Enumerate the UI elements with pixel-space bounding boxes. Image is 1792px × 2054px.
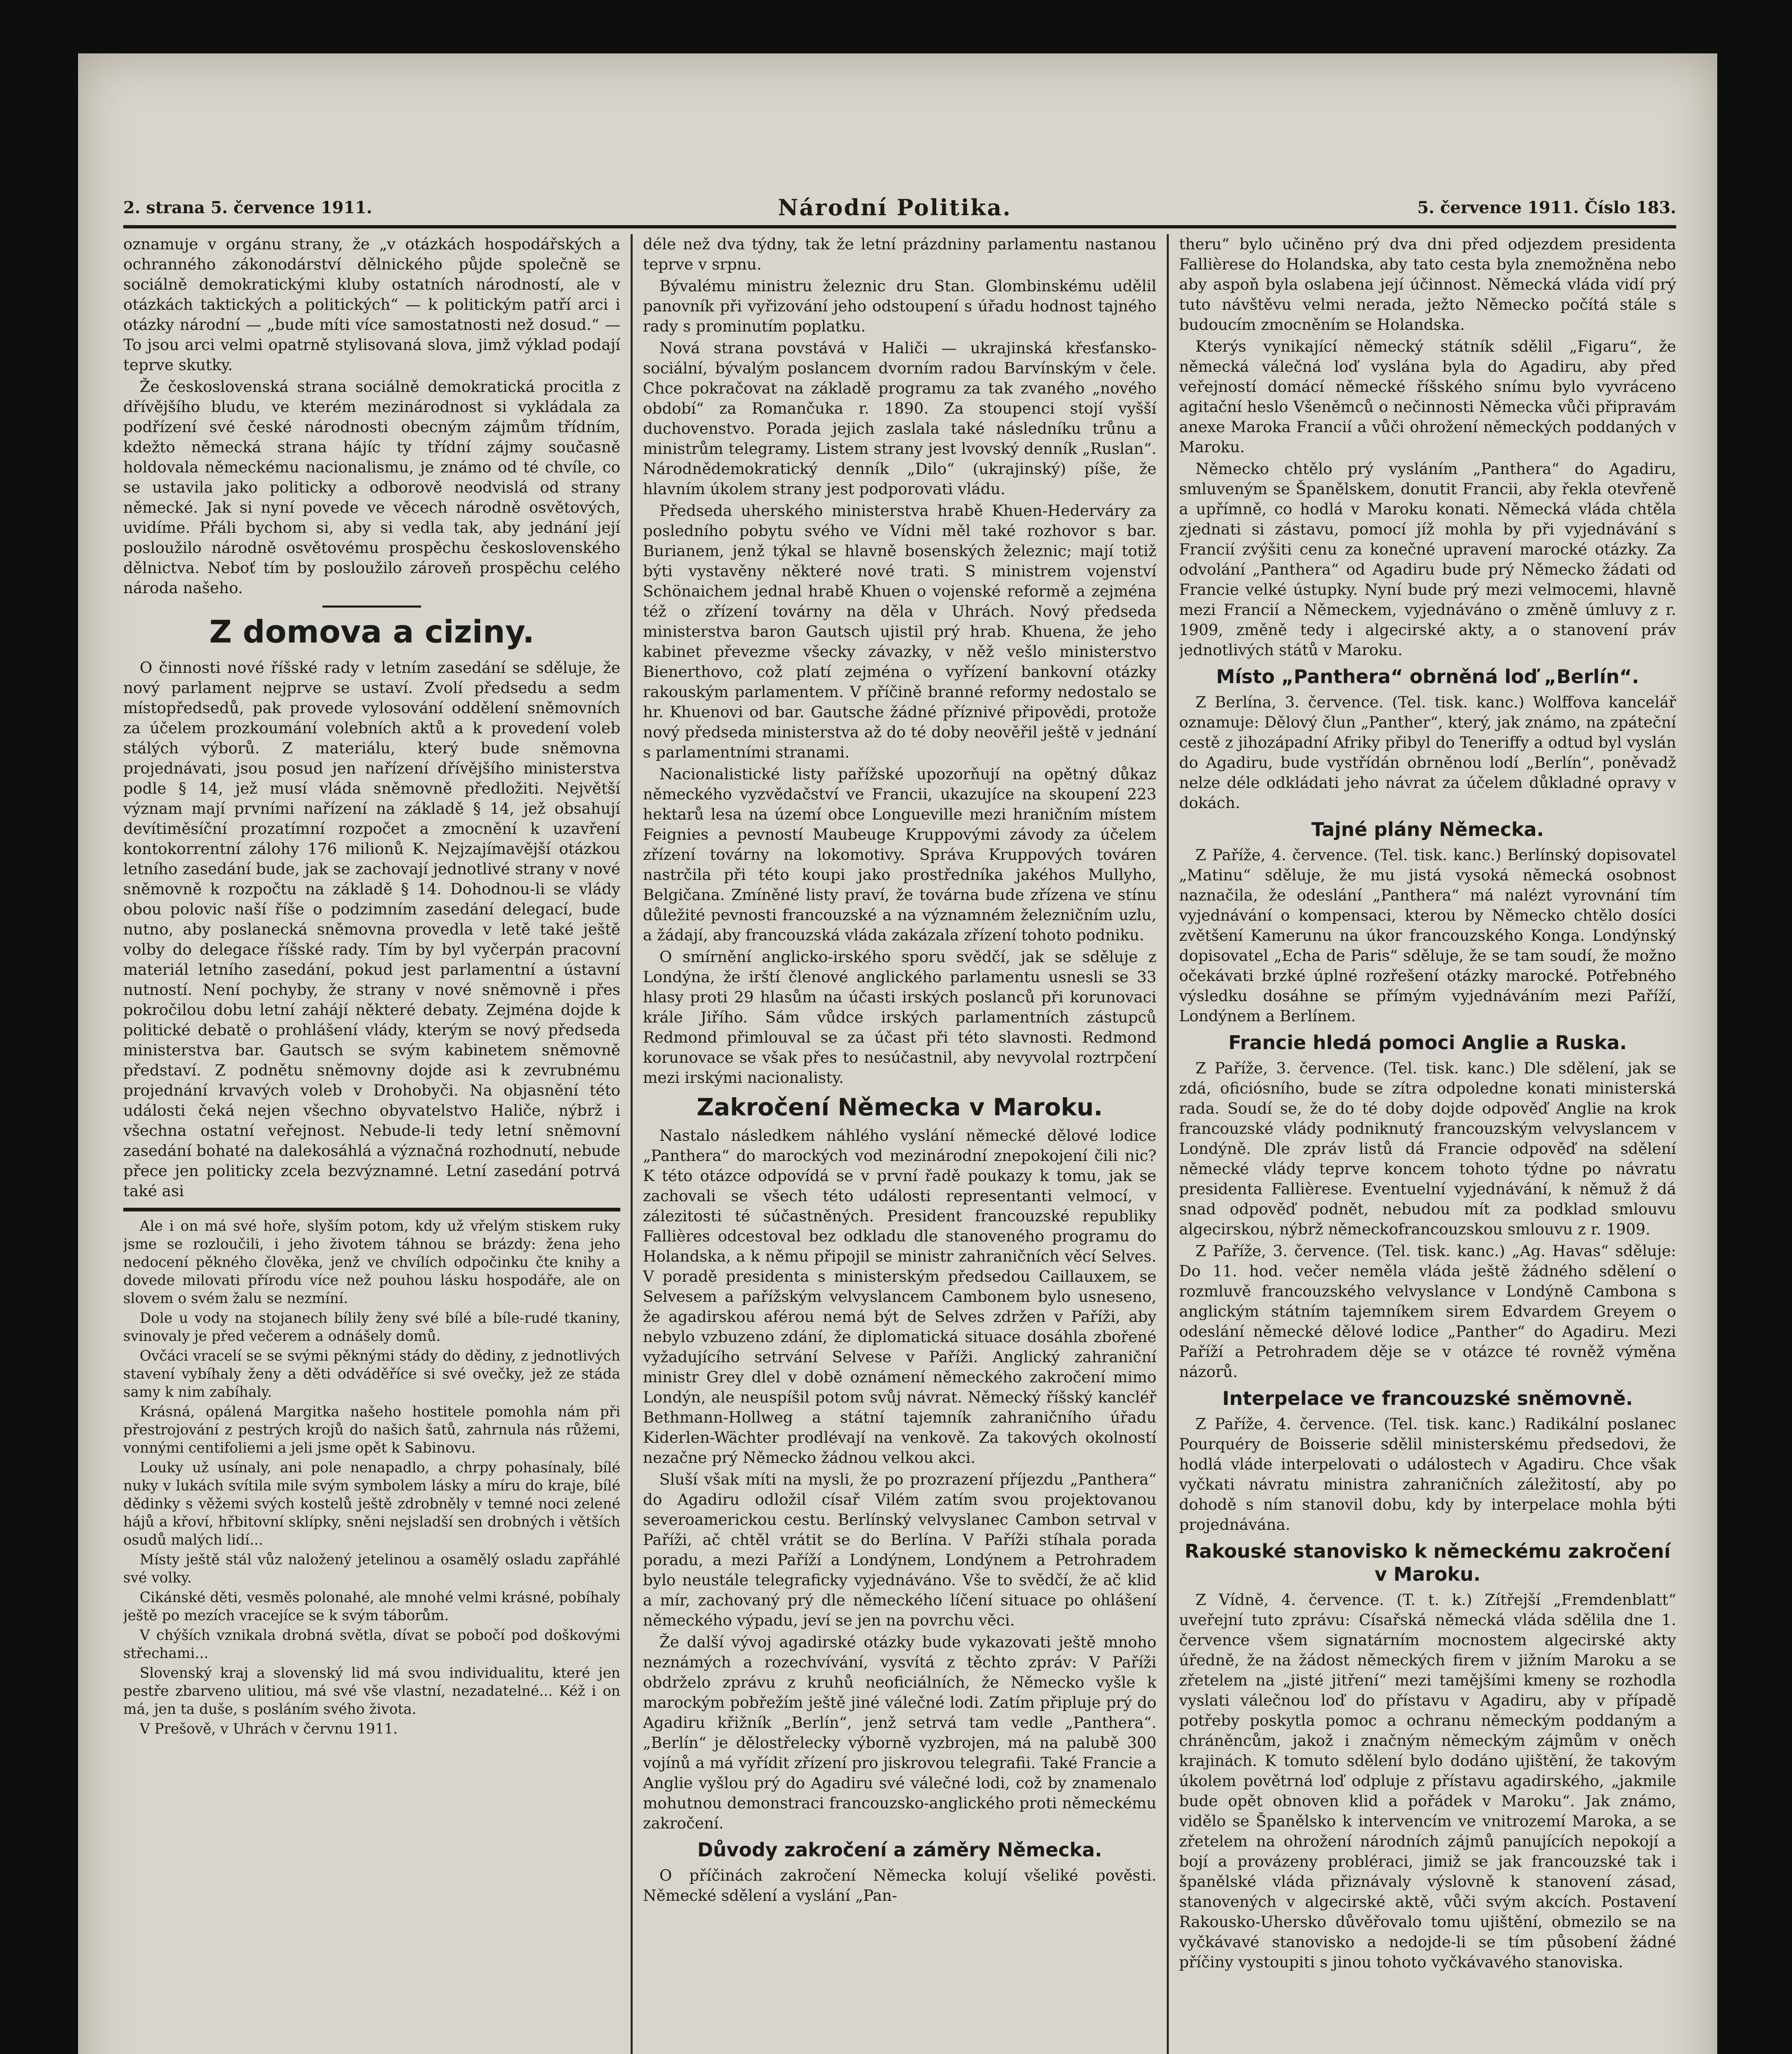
paragraph: O smírnění anglicko-irského sporu svědčí, jak se sděluje z Londýna, že irští členové anglického parlamentu usnesli se 33 hlasy proti 29 hlasům na účasti irských poslanců při korunovaci krále Jiřího. Sám vůdce irských parlamentních zástupců Redmond přimlouval se za účast při této slavnosti. Redmond korunovace se však přes to nesúčastnil, aby nevyvolal roztrpčení mezi irskými nacionalisty. <box>643 948 1156 1087</box>
feuilleton-paragraph: Ovčáci vracelí se se svými pěknými stády do dědiny, z jednotlivých stavení vybíhaly ženy a děti odváděříce si své ovečky, jež ze stáda samy k nim zabíhaly. <box>123 1348 620 1400</box>
feuilleton-paragraph: Ale i on má své hoře, slyším potom, kdy už vřelým stiskem ruky jsme se rozloučili, i jeho životem táhnou se brázdy: žena jeho nedocení pěkného člověka, jenž ve chvílích odpočinku čte knihy a dovede milovati přírodu více než pouhou lásku hospodáře, ale on slovem o svém žalu se nezmíní. <box>123 1218 620 1307</box>
paragraph: Bývalému ministru železnic dru Stan. Glombinskému udělil panovník při vyřizování jeho odstoupení s úřadu hodnost tajného rady s prominutím poplatku. <box>643 277 1156 335</box>
paragraph: Kterýs vynikající německý státník sdělil „Figaru“, že německá válečná loď vyslána byla do Agadiru, aby před veřejností domácí německé říšského snímu bylo vyvráceno agitační heslo Všeněmců o nečinnosti Německa vůči připravám anexe Maroka Francií a vůči ohrožení německých poddaných v Maroku. <box>1179 337 1676 456</box>
paragraph: Z Paříže, 4. července. (Tel. tisk. kanc.) Berlínský dopisovatel „Matinu“ sděluje, že mu jistá vysoká německá osobnost naznačila, že odeslání „Panthera“ má nalézt vyrovnání tím vyjednávání o kompensaci, kterou by Německo chtělo dosíci zvětšení Kamerunu na úkor francouzského Konga. Londýnský dopisovatel „Echa de Paris“ sděluje, že se tam soudí, že možno očekávati brzké úplné rozřešení otázky marocké. Potřebného výsledku dosáhne se přímým vyjednáváním mezi Paříží, Londýnem a Berlínem. <box>1179 846 1676 1025</box>
feuilleton-rule <box>123 1208 620 1211</box>
subsection-title: Důvody zakročení a záměry Německa. <box>697 1839 1102 1861</box>
feuilleton-paragraph: Krásná, opálená Margitka našeho hostitele pomohla nám při přestrojování z pestrých krojů do našich šatů, zahrnula nás růžemi, vonnými centifoliemi a jeli jsme opět k Sabinovu. <box>123 1404 620 1456</box>
feuilleton-paragraph: Cikánské děti, vesměs polonahé, ale mnohé velmi krásné, pobíhaly ještě po mezích vracejíce se k svým táborům. <box>123 1589 620 1624</box>
paragraph: Z Berlína, 3. července. (Tel. tisk. kanc.) Wolffova kancelář oznamuje: Dělový člun „Panther“, který, jak známo, na zpáteční cestě z jihozápadní Afriky přibyl do Teneriffy a odtud byl vyslán do Agadiru, bude vystřídán obrněnou lodí „Berlín“, poněvadž nelze déle odkládati jeho návrat za účelem důkladné opravy v dokách. <box>1179 693 1676 812</box>
newspaper-title: Národní Politika. <box>778 194 1012 221</box>
header-left: 2. strana 5. července 1911. <box>123 198 372 217</box>
paragraph: Nová strana povstává v Haliči — ukrajinská křesťansko-sociální, bývalým poslancem dvorním radou Barvínským v čele. Chce pokračovat na základě programu za tak zvaného „nového období“ za Romančuka r. 1890. Za stoupenci stojí vyšší duchovenstvo. Porada jejich zaslala také následníku trůnu a ministrům telegramy. Listem strany jest lvovský denník „Ruslan“. Národnědemokratický denník „Dilo“ (ukrajinský) píše, že hlavním úkolem strany jest podporovati vládu. <box>643 339 1156 498</box>
column-2 <box>643 234 1156 2054</box>
header-rule <box>123 225 1676 228</box>
feuilleton-paragraph: Louky už usínaly, ani pole nenapadlo, a chrpy pohasínaly, bílé nuky v lukách svítila mile svým symbolem lásky a míru do kraje, bílé dědinky s věžemi svých kostelů ještě zdrobněly v temné noci zelené hájů a křoví, hřbitovní sklípky, sněni nejsladší sen drobných i větších osudů malých lidí... <box>123 1460 620 1548</box>
column-1 <box>123 234 620 2054</box>
feuilleton-paragraph: Místy ještě stál vůz naložený jetelinou a osamělý osladu zapřáhlé své volky. <box>123 1552 620 1586</box>
subsection-title: Rakouské stanovisko k německému zakročení v Maroku. <box>1184 1540 1671 1585</box>
paragraph: Že další vývoj agadirské otázky bude vykazovati ještě mnoho neznámých a rozechvívání, vysvítá z těchto zpráv: V Paříži obdrželo zprávu z kruhů neoficiálních, že Německo vyšle k marockým pobřežím ještě jiné válečné lodi. Zatím připluje prý do Agadiru křižník „Berlín“, jenž setrvá tam vedle „Panthera“. „Berlín“ je dělostřelecky výborně vyzbrojen, má na palubě 300 vojínů a má vyřídit zřízení pro jiskrovou telegrafii. Také Francie a Anglie vyšlou prý do Agadiru své válečné lodi, což by znamenalo mohutnou demonstraci francouzsko-anglického proti německému zakročení. <box>643 1633 1156 1832</box>
page-header <box>123 193 1676 222</box>
paragraph: Nacionalistické listy pařížské upozorňují na opětný důkaz německého vyzvědačství ve Francii, ukazujíce na skoupení 223 hektarů lesa na území obce Longueville mezi hraničním místem Feignies a pevností Maubeuge Kruppovými závody za účelem zřízení továrny na lokomotivy. Správa Kruppových továren nastrčila při této koupi jako prostředníka jakéhos Mullyho, Belgičana. Zmíněné listy praví, že továrna bude zřízena ve stínu důležité pevnosti francouzské a na významném železničním uzlu, a žádají, aby francouzská vláda zakázala zřízení tohoto podniku. <box>643 765 1156 944</box>
paragraph: O příčinách zakročení Německa kolují všeliké pověsti. Německé sdělení a vyslání „Pan- <box>643 1866 1156 1904</box>
feuilleton-paragraph: Dole u vody na stojanech bílily ženy své bílé a bíle-rudé tkaniny, svinovaly je před večerem a odnášely domů. <box>123 1310 620 1345</box>
section-title: Zakročení Německa v Maroku. <box>696 1093 1103 1121</box>
paragraph: Předseda uherského ministerstva hrabě Khuen-Hederváry za posledního pobytu svého ve Vídni měl také rozhovor s bar. Burianem, jenž týkal se hlavně bosenských železnic; mají totiž býti vystavěny některé nové trati. S ministrem vojenství Schönaichem jednal hrabě Khuen o vojenské reformě a zejména též o zřízení továrny na děla v Uhrách. Nový předseda ministerstva baron Gautsch ujistil prý hrab. Khuena, že jeho kabinet převezme všecky závazky, v něž vešlo ministerstvo Bienerthovo, což platí zejména o vyřízení bankovní otázky rakouským parlamentem. V příčině branné reformy nedostalo se hr. Khuenovi od bar. Gautsche žádné příznivé připovědi, protože nový předseda ministerstva až do té doby neověřil ještě v jednání s parlamentními stranami. <box>643 502 1156 761</box>
paragraph: Nastalo následkem náhlého vyslání německé dělové lodice „Panthera“ do marockých vod mezinárodní znepokojení čili nic? K této otázce odpovídá se v první řadě poukazy k tomu, jak se zachovali se všech této události representanti velmocí, v zálezitosti té súčastněných. President francouzské republiky Fallières odcestoval bez odkladu dle stanoveného programu do Holandska, a k němu připojil se ministr zahraničních věcí Selves. V poradě presidenta s ministerským předsedou Caillauxem, se Selvesem a pařížským velvyslancem Cambonem bylo usneseno, že agadirskou aférou nemá být de Selves zdržen v Paříži, aby nebylo vzbuzeno zdání, že diplomatická situace dosáhla zbořené vyžadujícího setrvání Selvese v Paříži. Anglický zahraniční ministr Grey dlel v době oznámení německého zakročení mimo Londýn, ale neuspíšil potom svůj návrat. Německý říšský kancléř Bethmann-Hollweg a státní tajemník zahraničního úřadu Kiderlen-Wächter prodlévají na venkově. Za takových okolností nezačne prý Německo žádnou velkou akci. <box>643 1126 1156 1467</box>
columns <box>123 234 1676 2054</box>
newspaper-page <box>78 53 1717 2054</box>
paragraph: Z Paříže, 4. července. (Tel. tisk. kanc.) Radikální poslanec Pourquéry de Boisserie sdělil ministerskému předsedovi, že hodlá vláde interpelovati o událostech v Agadiru. Chce však vyčkati návratu ministra zahraničních záležitostí, aby po dohodě s ním stanovil dobu, kdy by interpelace mohla býti projednávána. <box>1179 1415 1676 1534</box>
column-3 <box>1179 234 1676 2054</box>
subsection-title: Interpelace ve francouzské sněmovně. <box>1222 1387 1633 1409</box>
column-divider <box>631 234 633 2054</box>
paragraph: déle než dva týdny, tak že letní prázdniny parlamentu nastanou teprve v srpnu. <box>643 235 1156 273</box>
divider <box>322 606 421 608</box>
paragraph: Sluší však míti na mysli, že po prozrazení příjezdu „Panthera“ do Agadiru odložil císař Vilém zatím svou projektovanou severoamerickou cestu. Berlínský velvyslanec Cambon setrval v Paříži, ač chtěl vrátit se do Berlína. V Paříži stíhala porada poradu, a mezi Paříží a Londýnem, Londýnem a Petrohradem bylo neustále telegraficky vyjednáváno. Vše to svědčí, že ač klid a mír, zachovaný prý dle německého líčení situace po ohlášení německého výpadu, jeví se jen na povrchu věci. <box>643 1470 1156 1629</box>
column-divider <box>1167 234 1169 2054</box>
feuilleton-signature: V Prešově, v Uhrách v červnu 1911. <box>140 1721 398 1737</box>
paragraph: Že československá strana sociálně demokratická procitla z dřívějšího bludu, ve kterém mezinárodnost si vykládala za podřízení své české národnosti obecným zájmům třídním, kdežto německá strana hájíc ty třídní zájmy současně holdovala německému nacionalismu, je známo od té chvíle, co se ustavila jako politicky a odborově neodvislá od strany německé. Jak si nyní povede ve věcech národně osvětových, uvidíme. Přáli bychom si, aby si vedla tak, aby jednání její posloužilo národně osvětovému prospěchu československého dělnictva. Neboť tím by posloužilo zároveň prospěchu celého národa našeho. <box>123 378 620 597</box>
paragraph: theru“ bylo učiněno prý dva dni před odjezdem presidenta Fallièrese do Holandska, aby tato cesta byla znemožněna nebo aby aspoň byla oslabena její účinnost. Německá vláda vidí prý tuto návštěvu velmi nerada, ježto Německo počítá stále s budoucím zmocněním se Holandska. <box>1179 235 1676 334</box>
subsection-title: Francie hledá pomoci Anglie a Ruska. <box>1228 1032 1627 1054</box>
subsection-title: Místo „Panthera“ obrněná loď „Berlín“. <box>1216 665 1639 688</box>
header-right: 5. července 1911. Číslo 183. <box>1417 198 1676 217</box>
subsection-title: Tajné plány Německa. <box>1311 818 1544 840</box>
feuilleton-paragraph: Slovenský kraj a slovenský lid má svou individualitu, které jen pestře zbarveno ulitiou, má své vše vlastní, nezadatelné... Kéž i on má, jen ta duše, s posláním svého života. <box>123 1665 620 1718</box>
section-title: Z domova a ciziny. <box>209 613 534 650</box>
paragraph: O činnosti nové říšské rady v letním zasedání se sděluje, že nový parlament nejprve se ustaví. Zvolí předsedu a sedm místopředsedů, pak provede vylosování oddělení sněmovních za účelem prozkoumání volebních aktů a k provedení voleb stálých výborů. Z materiálu, který bude sněmovna projednávati, jsou posud jen nařízení dřívějšího ministerstva podle § 14, jež musí vláda sněmovně předložiti. Největší význam mají prvními nařízení na základě § 14, jež obsahují devítiměsíční prozatímní rozpočet a zmocnění k uzavření kontokorrentní zálohy 176 milionů K. Nejzajímavější otázkou letního zasedání bude, jak se zachovají jednotlivé strany v nové sněmovně k rozpočtu na základě § 14. Dohodnou-li se vlády obou polovic naší říše o podzimním zasedání delegací, bude nutno, aby poslanecká sněmovna provedla v letě také ještě volby do delegace říšské rady. Tím by byl vyčerpán pracovní materiál letního zasedání, pokud jest parlamentní a ústavní nutností. Není pochyby, že strany v nové sněmovně i přes pokročilou dobu letní zahájí některé debaty. Zejména dojde k politické debatě o prohlášení vlády, kterým se nový předseda ministerstva bar. Gautsch se svým kabinetem sněmovně představí. Z podnětu sněmovny dojde asi k zevrubnému projednání krvavých voleb v Drohobyči. Na objasnění této události čeká nejen všechno obyvatelstvo Haliče, nýbrž i všechna ostatní veřejnost. Nebude-li tedy letní sněmovní zasedání bohaté na dalekosáhlá a význačná rozhodnutí, nebude přece jen politicky zcela bezvýznamné. Letní zasedání potrvá také asi <box>123 659 620 1200</box>
paragraph: oznamuje v orgánu strany, že „v otázkách hospodářských a ochranného zákonodárství dělnického půjde společně se sociálně demokratickými kluby ostatních národností, ale v otázkách taktických a politických“ — k politickým patří arci i otázky národní — „bude míti více samostatnosti než dosud.“ — To jsou arci velmi opatrně stylisovaná slova, jimž výklad podají teprve skutky. <box>123 235 620 374</box>
paragraph: Německo chtělo prý vysláním „Panthera“ do Agadiru, smluveným se Španělskem, donutit Francii, aby řekla otevřeně a upřímně, co hodlá v Maroku konati. Německá vláda chtěla zjednati si zástavu, pomocí jíž mohla by při vyjednávání s Francií zvýšiti cenu za konečné upravení marocké otázky. Za odvolání „Panthera“ od Agadiru bude prý Německo žádati od Francie velké ústupky. Nyní bude prý mezi velmocemi, hlavně mezi Francií a Německem, vyjednáváno o změně úmluvy z r. 1909, změně tedy i algecirské akty, a o stanovení práv jednotlivých států v Maroku. <box>1179 460 1676 659</box>
feuilleton-paragraph: V chýších vznikala drobná světla, dívat se pobočí pod doškovými střechami... <box>123 1627 620 1662</box>
paragraph: Z Paříže, 3. července. (Tel. tisk. kanc.) Dle sdělení, jak se zdá, oficiósního, bude se zítra odpoledne konati ministerská rada. Soudí se, že do té doby dojde odpověď Anglie na krok francouzské vlády podniknutý francouzským velvyslancem v Londýně. Dle zpráv listů dá Francie odpověď na sdělení německé vlády teprve koncem tohoto týdne po návratu presidenta Fallièrese. Eventuelní vyjednávání, k němuž ž dá snad odpověď podnět, nebudou mít za podklad smlouvu algecirskou, nýbrž německofrancouzskou smlouvu z r. 1909. <box>1179 1059 1676 1238</box>
paragraph: Z Paříže, 3. července. (Tel. tisk. kanc.) „Ag. Havas“ sděluje: Do 11. hod. večer neměla vláda ještě žádného sdělení o rozmluvě francouzského velvyslance v Londýně Cambona s anglickým státním tajemníkem sirem Edvardem Greyem o odeslání německé dělové lodice „Panther“ do Agadiru. Mezi Paříží a Petrohradem děje se v otázce té rovněž výměna názorů. <box>1179 1242 1676 1381</box>
paragraph: Z Vídně, 4. července. (T. t. k.) Zítřejší „Fremdenblatt“ uveřejní tuto zprávu: Císařská německá vláda sdělila dne 1. července všem signatárním mocnostem algecirské akty úředně, že na žádost německých firem v jižním Maroku a se zřetelem na „jisté jitření“ mezi tamějšími kmeny se rozhodla vyslati válečnou loď do přístavu v Agadiru, aby v případě potřeby poskytla pomoc a ochranu německým poddaným a chráněncům, jakož i značným německým zájmům v oněch krajinách. K tomuto sdělení bylo dodáno ujištění, že takovým úkolem povětrná loď odpluje z přístavu agadirského, „jakmile bude opět obnoven klid a pořádek v Maroku“. Jak známo, vidělo se Španělsko k intervencím ve vnitrozemí Maroka, a se zřetelem na ohrožení národních zájmů panujících nepokojí a bojí a provázeny probléraci, jimiž se jak francouzské tak i španělské vláda přiznávaly výslovně k stanovení zásad, stanovených v algecirské aktě, vůči svým akcích. Postavení Rakousko-Uhersko důvěřovalo tomu ujištění, obmezilo se na vyčkávavé stanovisko a nedojde-li se tím působení žádné příčiny vystoupiti s jinou tohoto vyčkávavého stanoviska. <box>1179 1591 1676 1971</box>
